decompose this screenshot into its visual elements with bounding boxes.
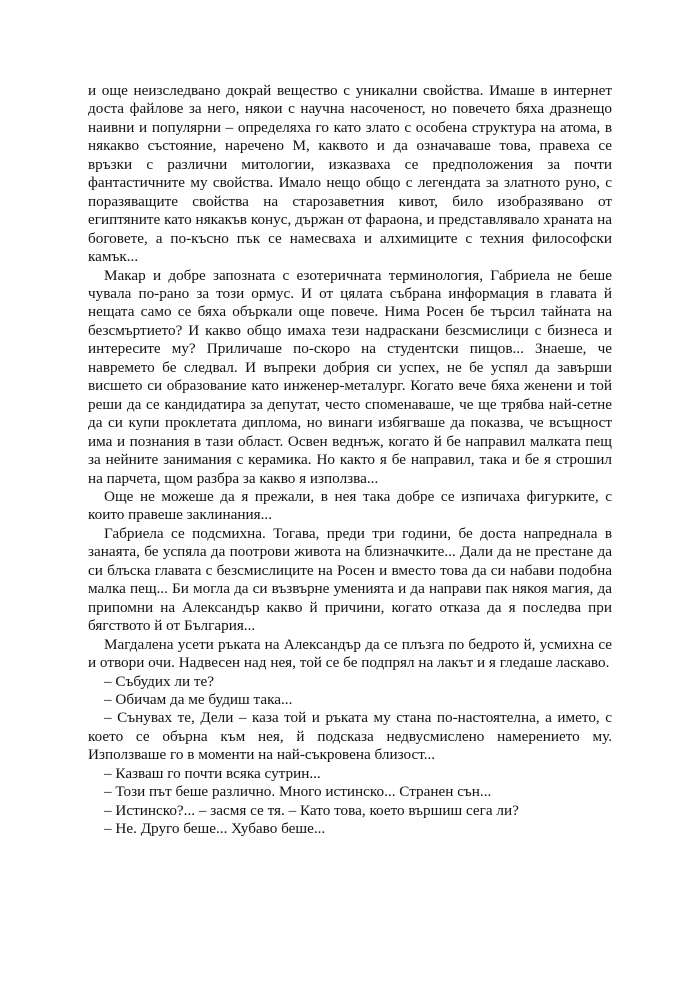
paragraph-2: Макар и добре запозната с езотеричната терминология, Габриела не беше чувала по-рано за този ормус. И от цялата събрана информация в главата й нещата само се бяха объркали още повече. Нима Росен бе търсил тайната на безсмъртието? И какво общо имаха тези надраскани безсмислици с бизнеса и интересите му? Приличаше по-скоро на студентски пищов... Знаеше, че навремето бе следвал. И въпреки добрия си успех, не бе успял да завърши висшето си образование като инженер-металург. Когато вече бяха женени и той реши да се кандидатира за депутат, често споменаваше, че ще трябва най-сетне да си купи проклетата диплома, но винаги избягваше да показва, че всъщност има и познания в тази област. Освен веднъж, когато й бе направил малката пещ за нейните занимания с керамика. Но както я бе направил, така и бе я строшил на парчета, щом разбра за какво я използва... — [88, 266, 612, 487]
dialogue-line-1: – Събудих ли те? — [104, 672, 215, 690]
dialogue-line-2: – Обичам да ме будиш така... — [104, 690, 293, 708]
paragraph-3: Още не можеше да я прежали, в нея така добре се изпичаха фигурките, с които правеше заклинания... — [88, 487, 612, 524]
paragraph-5: Магдалена усети ръката на Александър да се плъзга по бедрото й, усмихна се и отвори очи. Надвесен над нея, той се бе подпрял на лакът и я гледаше ласкаво. — [88, 635, 612, 672]
paragraph-4: Габриела се подсмихна. Тогава, преди три години, бе доста напреднала в занаята, бе успяла да поотрови живота на близначките... Дали да не престане да си блъска главата с безсмислиците на Росен и вместо това да си набави подобна малка пещ... Би могла да си възвърне уменията и да направи пак някоя магия, да припомни на Александър какво й причини, когато отказа да я последва при бягството й от България... — [88, 524, 612, 635]
document-page — [88, 82, 612, 839]
dialogue-line-3: – Сънувах те, Дели – каза той и ръката му стана по-настоятелна, а името, с което се обърна към нея, й подсказа недвусмислено намерението му. Използваше го в моменти на най-съкровена близост... — [88, 709, 612, 764]
paragraph-1: и още неизследвано докрай вещество с уникални свойства. Имаше в интернет доста файлове за него, някои с научна насоченост, но повечето бяха дразнещо наивни и популярни – определяха го като злато с особена структура на атома, в някакво състояние, наречено М, каквото и да означаваше това, правеха се връзки с различни митологии, изказваха се предположения за почти фантастичните му свойства. Имало нещо общо с легендата за златното руно, с поразяващите свойства на старозаветния кивот, било изобразявано от египтяните като някакъв конус, държан от фараона, и представлявало храната на боговете, а по-късно пък се намесваха и алхимиците с техния философски камък... — [88, 82, 612, 266]
dialogue-line-6: – Истинско?... – засмя се тя. – Като това, което вършиш сега ли? — [104, 801, 519, 819]
dialogue-line-5: – Този път беше различно. Много истинско... Странен сън... — [104, 783, 492, 801]
dialogue-line-7: – Не. Друго беше... Хубаво беше... — [104, 820, 326, 838]
dialogue-line-4: – Казваш го почти всяка сутрин... — [104, 764, 321, 782]
